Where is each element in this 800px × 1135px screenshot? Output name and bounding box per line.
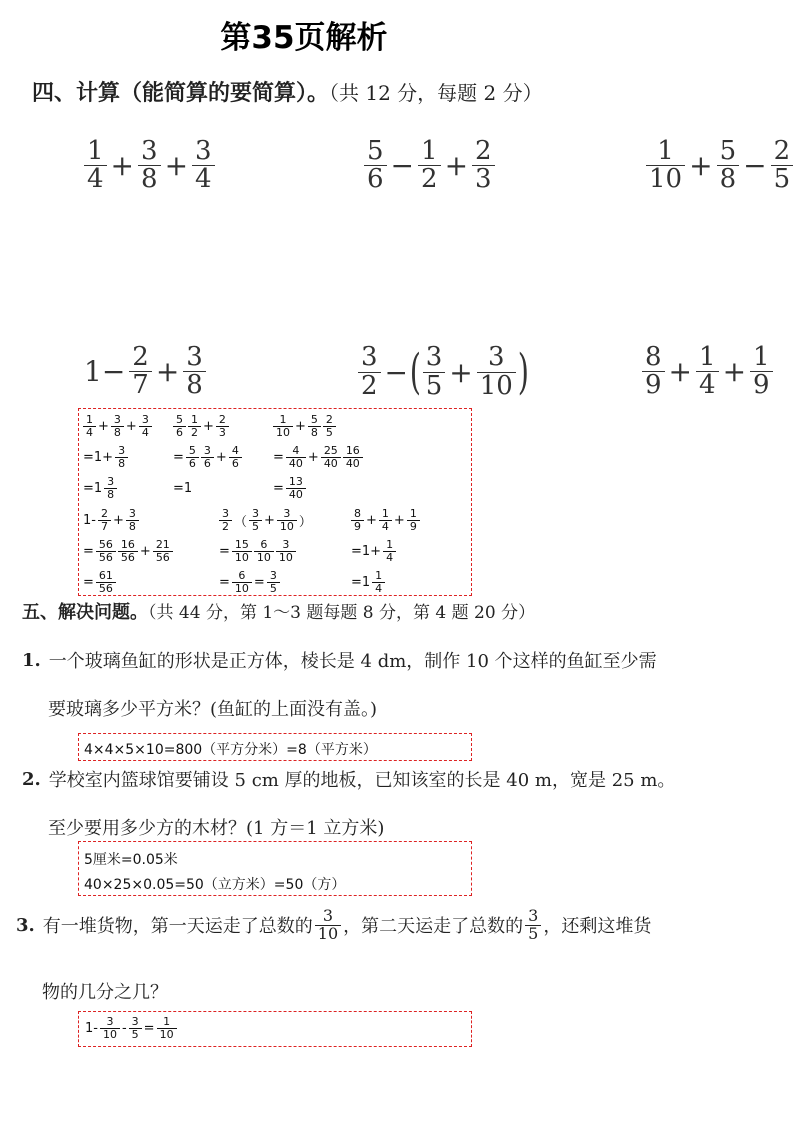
numerator: 3 (283, 506, 291, 520)
denominator: 10 (646, 165, 685, 193)
operator: + (689, 149, 713, 183)
denominator: 8 (115, 457, 128, 470)
operator: + (98, 419, 109, 434)
denominator: 10 (277, 520, 297, 533)
answer-line (172, 473, 243, 504)
operator: − (743, 149, 767, 183)
denominator: 10 (315, 925, 341, 943)
fraction (201, 445, 214, 470)
numerator: 3 (141, 412, 149, 426)
expression (356, 344, 529, 400)
answer-line (350, 505, 421, 536)
numerator: 3 (107, 474, 115, 488)
operator: =1 (83, 481, 103, 496)
operator: + (366, 513, 377, 528)
section4-heading-text: 四、计算（能简算的要简算）。 (32, 80, 330, 106)
operator: + (295, 419, 306, 434)
numerator: 3 (269, 568, 277, 582)
denominator: 3 (472, 165, 495, 193)
operator: = (273, 481, 284, 496)
fraction (372, 570, 385, 595)
denominator: 4 (696, 371, 719, 399)
operator: = (143, 1021, 155, 1037)
operator: + (112, 513, 124, 528)
answer-group (218, 505, 313, 598)
section4-heading (32, 76, 543, 107)
numerator: 1 (191, 412, 198, 426)
problem-3-line2 (42, 978, 168, 1004)
answer-line: 5厘米=0.05米 (84, 852, 178, 868)
numerator: 8 (354, 506, 361, 520)
denominator: 4 (84, 165, 107, 193)
operator: + (125, 419, 137, 434)
operator: + (393, 513, 405, 528)
fraction (276, 539, 296, 564)
fraction (771, 138, 794, 194)
numerator: 1 (753, 342, 770, 372)
numerator: 1 (421, 136, 438, 166)
fraction (249, 508, 262, 533)
numerator: 16 (120, 537, 135, 551)
denominator: 9 (407, 520, 420, 533)
problem-text: 一个玻璃鱼缸的形状是正方体，棱长是 4 dm，制作 10 个这样的鱼缸至少需 (48, 651, 657, 672)
fraction (188, 414, 201, 439)
operator: + (203, 419, 214, 434)
fraction (98, 508, 111, 533)
denominator: 9 (351, 520, 364, 533)
denominator: 8 (138, 165, 161, 193)
answer-line (82, 442, 153, 473)
operator: =1+ (83, 450, 114, 465)
operator: + (164, 149, 189, 183)
denominator: 40 (321, 457, 341, 470)
fraction (407, 508, 420, 533)
numerator: 3 (222, 506, 229, 520)
denominator: 9 (750, 371, 773, 399)
fraction (321, 445, 341, 470)
problem-2-line1 (22, 766, 675, 792)
problem-1-answer-box (78, 733, 472, 761)
fraction (286, 445, 306, 470)
problem-1-line2 (48, 695, 377, 721)
operator: + (668, 355, 693, 389)
fraction (129, 1016, 142, 1041)
numerator: 1 (409, 506, 417, 520)
denominator: 7 (98, 520, 111, 533)
section5-heading-text: 五、解决问题。 (22, 602, 148, 623)
denominator: 4 (379, 520, 392, 533)
numerator: 2 (325, 412, 333, 426)
numerator: 56 (98, 537, 113, 551)
denominator: 4 (83, 426, 96, 439)
operator: ） (298, 515, 312, 530)
operator: = (273, 450, 284, 465)
fraction (183, 344, 206, 400)
problem-1-line1 (22, 647, 657, 673)
answer-line (82, 473, 153, 504)
answer-line (82, 536, 174, 567)
answer-line (272, 411, 364, 442)
operator: 1− (84, 355, 126, 389)
problem-2-answer-box (78, 841, 472, 896)
operator: =1+ (351, 544, 382, 559)
operator: − (384, 355, 409, 389)
numerator: 1 (279, 412, 287, 426)
answer-group (82, 505, 174, 598)
answer-line (218, 536, 313, 567)
expression (362, 138, 497, 194)
answer-line (172, 411, 243, 442)
problem-number: 3. (16, 914, 35, 936)
answer-line (172, 442, 243, 473)
denominator: 56 (118, 551, 138, 564)
numerator: 3 (425, 342, 443, 373)
problem-text: ，还剩这堆货 (543, 916, 652, 938)
fraction (383, 539, 396, 564)
numerator: 3 (252, 506, 260, 520)
numerator: 2 (475, 136, 492, 166)
problem-text: ，第二天运走了总数的 (343, 916, 524, 938)
denominator: 5 (423, 372, 446, 400)
numerator: 6 (260, 537, 268, 551)
fraction (642, 344, 665, 400)
numerator: 61 (98, 568, 113, 582)
numerator: 2 (773, 136, 791, 166)
answer-group (82, 411, 153, 504)
answer-group (172, 411, 243, 504)
denominator: 40 (286, 488, 306, 501)
parenthesis: ( (409, 344, 422, 400)
fraction (418, 138, 441, 194)
denominator: 2 (219, 520, 232, 533)
denominator: 5 (525, 925, 541, 943)
denominator: 5 (129, 1028, 142, 1041)
numerator: 6 (238, 568, 246, 582)
denominator: 7 (129, 371, 152, 399)
fraction (96, 570, 116, 595)
denominator: 4 (139, 426, 152, 439)
fraction (477, 344, 516, 400)
fraction (138, 138, 161, 194)
denominator: 6 (186, 457, 199, 470)
fraction (83, 414, 96, 439)
answer-line (272, 442, 364, 473)
fraction (232, 570, 252, 595)
denominator: 10 (232, 582, 252, 595)
operator: + (307, 450, 319, 465)
section5-note: （共 44 分，第 1～3 题每题 8 分，第 4 题 20 分） (148, 603, 536, 623)
numerator: 3 (203, 443, 211, 457)
operator: + (215, 450, 227, 465)
numerator: 3 (186, 342, 203, 372)
numerator: 1 (86, 412, 93, 426)
numerator: 4 (292, 443, 300, 457)
denominator: 10 (477, 372, 516, 400)
fraction (232, 539, 252, 564)
denominator: 40 (343, 457, 363, 470)
fraction (186, 445, 199, 470)
operator: = (83, 575, 94, 590)
denominator: 56 (96, 551, 116, 564)
operator: - (121, 1021, 127, 1037)
fraction (717, 138, 740, 194)
denominator: 5 (323, 426, 336, 439)
numerator: 3 (195, 136, 212, 166)
operator: + (449, 355, 473, 389)
numerator: 2 (100, 506, 108, 520)
fraction (118, 539, 138, 564)
answer-line (84, 1016, 178, 1041)
fraction (104, 476, 117, 501)
denominator: 56 (96, 582, 116, 595)
numerator: 5 (367, 136, 384, 166)
numerator: 2 (218, 412, 226, 426)
numerator: 25 (323, 443, 338, 457)
denominator: 8 (126, 520, 139, 533)
operator: = (83, 544, 94, 559)
fraction (696, 344, 719, 400)
fraction (472, 138, 495, 194)
fraction (646, 138, 685, 194)
operator: = (219, 544, 230, 559)
answer-line (82, 411, 153, 442)
fraction (315, 908, 341, 943)
denominator: 40 (286, 457, 306, 470)
problem-3-line1 (16, 908, 651, 943)
answer-line (350, 567, 421, 598)
denominator: 8 (111, 426, 124, 439)
answer-line (272, 473, 364, 504)
denominator: 6 (173, 426, 186, 439)
denominator: 10 (276, 551, 296, 564)
operator: 1- (85, 1021, 98, 1037)
numerator: 3 (118, 443, 126, 457)
section5-heading (22, 598, 535, 624)
operator: + (264, 513, 275, 528)
fraction (96, 539, 116, 564)
problem-text: 有一堆货物，第一天运走了总数的 (42, 916, 313, 938)
numerator: 2 (132, 342, 149, 372)
denominator: 5 (249, 520, 262, 533)
numerator: 3 (113, 412, 121, 426)
numerator: 15 (234, 537, 249, 551)
numerator: 3 (106, 1015, 114, 1028)
fraction (323, 414, 336, 439)
numerator: 1 (386, 537, 394, 551)
answer-group (350, 505, 421, 598)
numerator: 3 (141, 136, 158, 166)
fraction (157, 1016, 177, 1041)
answer-line: 40×25×0.05=50（立方米）=50（方） (84, 877, 346, 893)
fraction (273, 414, 293, 439)
fraction (111, 414, 124, 439)
fraction (229, 445, 242, 470)
fraction (115, 445, 128, 470)
answer-line (218, 505, 313, 536)
fraction (351, 508, 364, 533)
fraction (173, 414, 186, 439)
fraction (750, 344, 773, 400)
fraction (216, 414, 229, 439)
problem-text: 至少要用多少方的木材？(1 方＝1 立方米) (48, 818, 385, 839)
numerator: 5 (188, 443, 196, 457)
denominator: 8 (183, 371, 206, 399)
fraction (343, 445, 363, 470)
problem-text: 要玻璃多少平方米？(鱼缸的上面没有盖。) (48, 699, 378, 720)
denominator: 8 (104, 488, 117, 501)
denominator: 6 (364, 165, 387, 193)
operator: 1- (83, 513, 96, 528)
fraction (423, 344, 446, 400)
denominator: 8 (717, 165, 740, 193)
numerator: 3 (361, 342, 378, 373)
denominator: 4 (192, 165, 215, 193)
denominator: 5 (771, 165, 794, 193)
denominator: 4 (372, 582, 385, 595)
numerator: 8 (645, 342, 662, 372)
fraction (267, 570, 280, 595)
denominator: 10 (157, 1028, 177, 1041)
fraction (84, 138, 107, 194)
denominator: 2 (418, 165, 441, 193)
denominator: 6 (201, 457, 214, 470)
expression (82, 344, 208, 400)
fraction (100, 1016, 120, 1041)
problem-text: 学校室内篮球馆要铺设 5 cm 厚的地板，已知该室的长是 40 m，宽是 25 m。 (48, 770, 676, 791)
numerator: 1 (375, 568, 383, 582)
denominator: 10 (232, 551, 252, 564)
page-title: 第35页解析 (220, 20, 388, 56)
answer-line (350, 536, 421, 567)
numerator: 4 (231, 443, 239, 457)
answer-line (82, 505, 174, 536)
operator: + (139, 544, 151, 559)
fraction (379, 508, 392, 533)
fraction (525, 908, 541, 943)
numerator: 21 (155, 537, 170, 551)
operator: =1 (173, 481, 193, 496)
fraction (219, 508, 232, 533)
fraction (254, 539, 274, 564)
operator: = (173, 450, 184, 465)
numerator: 5 (310, 412, 318, 426)
fraction (308, 414, 321, 439)
numerator: 5 (719, 136, 737, 166)
denominator: 2 (188, 426, 201, 439)
fraction (126, 508, 139, 533)
operator: + (444, 149, 469, 183)
numerator: 1 (87, 136, 104, 166)
denominator: 10 (100, 1028, 120, 1041)
denominator: 2 (358, 372, 381, 400)
fraction (192, 138, 215, 194)
operator: − (390, 149, 415, 183)
operator: + (155, 355, 180, 389)
operator: + (722, 355, 747, 389)
numerator: 3 (488, 342, 505, 373)
problem-number: 1. (22, 649, 41, 671)
numerator: 3 (131, 1015, 139, 1028)
denominator: 3 (216, 426, 229, 439)
numerator: 1 (381, 506, 389, 520)
numerator: 5 (176, 412, 183, 426)
denominator: 8 (308, 426, 321, 439)
numerator: 1 (163, 1015, 171, 1028)
fraction (364, 138, 387, 194)
expression (640, 344, 775, 400)
operator: （ (234, 515, 248, 530)
answer-line (218, 567, 313, 598)
parenthesis: ) (517, 344, 529, 400)
numerator: 13 (288, 474, 303, 488)
problem-2-line2 (48, 814, 384, 840)
numerator: 3 (322, 906, 334, 925)
numerator: 3 (282, 537, 290, 551)
operator: = (219, 575, 230, 590)
answer-line: 4×4×5×10=800（平方分米）=8（平方米） (84, 742, 377, 758)
denominator: 5 (267, 582, 280, 595)
denominator: 6 (229, 457, 242, 470)
operator: =1 (351, 575, 371, 590)
fraction (129, 344, 152, 400)
section4-note: （共 12 分，每题 2 分） (329, 81, 543, 105)
numerator: 1 (699, 342, 716, 372)
fraction (139, 414, 152, 439)
fraction (277, 508, 297, 533)
denominator: 56 (153, 551, 173, 564)
operator: + (110, 149, 135, 183)
fraction (153, 539, 173, 564)
problem-3-answer-box (78, 1011, 472, 1047)
numerator: 1 (657, 136, 674, 166)
problem-text: 物的几分之几？ (42, 982, 168, 1003)
answer-group (272, 411, 364, 504)
denominator: 4 (383, 551, 396, 564)
problem-number: 2. (22, 768, 41, 790)
fraction (358, 344, 381, 400)
numerator: 3 (128, 506, 136, 520)
operator: = (253, 575, 265, 590)
answer-line (82, 567, 174, 598)
denominator: 9 (642, 371, 665, 399)
expression (82, 138, 217, 194)
denominator: 10 (254, 551, 274, 564)
numerator: 3 (528, 906, 539, 925)
denominator: 10 (273, 426, 293, 439)
fraction (286, 476, 306, 501)
expression (644, 138, 795, 194)
numerator: 16 (345, 443, 360, 457)
